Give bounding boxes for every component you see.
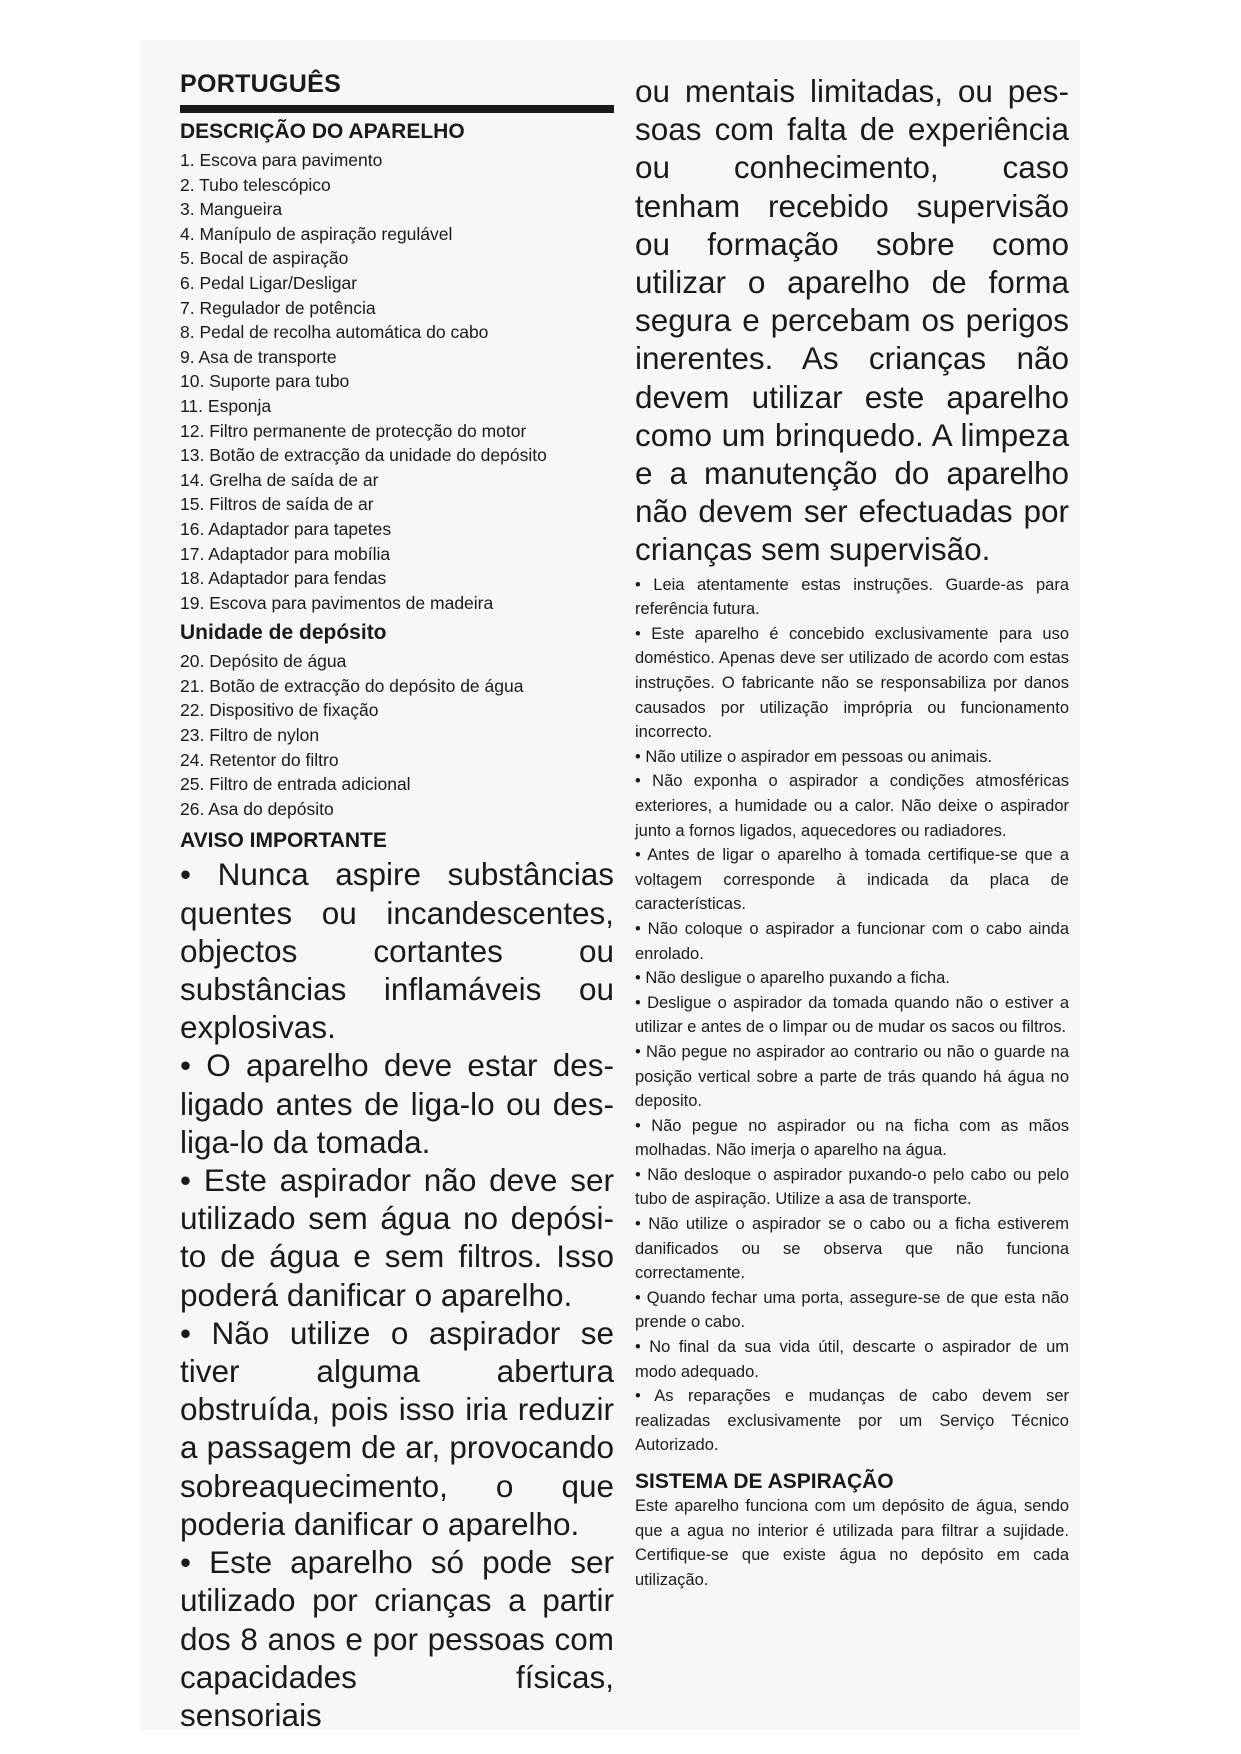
safety-paragraph: • Não pegue no aspirador ao contrario ou não o guarde na posição vertical sobre a parte de trás quando há água no deposito. xyxy=(635,1042,1069,1111)
safety-paragraph: • Não desligue o aparelho puxando a ficha. xyxy=(635,969,950,988)
warning-paragraph: • Nunca aspire substâncias quentes ou incandescentes, objectos cortantes ou substâncias inflamáveis ou explosivas. xyxy=(180,856,614,1046)
suction-system-heading: SISTEMA DE ASPIRAÇÃO xyxy=(635,1470,894,1494)
warning-paragraph: • O aparelho deve estar desligado antes de liga-lo ou desliga-lo da tomada. xyxy=(180,1047,614,1160)
list-item: 1. Escova para pavimento xyxy=(180,150,383,170)
safety-paragraph: • Não desloque o aspirador puxando-o pelo cabo ou pelo tubo de aspiração. Utilize a asa de transporte. xyxy=(635,1165,1069,1209)
list-item: 26. Asa do depósito xyxy=(180,798,334,819)
safety-paragraph: • Não coloque o aspirador a funcionar com o cabo ainda enrolado. xyxy=(635,919,1069,963)
list-item: 7. Regulador de potência xyxy=(180,297,376,318)
list-item: 5. Bocal de aspiração xyxy=(180,248,349,269)
list-item: 24. Retentor do filtro xyxy=(180,749,339,770)
list-item: 3. Mangueira xyxy=(180,199,283,220)
list-item: 8. Pedal de recolha automática do cabo xyxy=(180,322,489,343)
deposit-unit-heading: Unidade de depósito xyxy=(180,621,387,645)
list-item: 11. Esponja xyxy=(180,395,272,416)
list-item: 19. Escova para pavimentos de madeira xyxy=(180,592,494,613)
right-column xyxy=(635,72,1069,1592)
warning-paragraph: • Não utilize o aspirador se tiver alguma abertura obstruída, pois isso iria reduzir a passagem de ar, provocando sobreaquecimento, o que poderia danificar o aparelho. xyxy=(180,1314,614,1542)
list-item: 21. Botão de extracção do depósito de água xyxy=(180,675,524,696)
list-item: 14. Grelha de saída de ar xyxy=(180,469,379,490)
safety-paragraph: • Antes de ligar o aparelho à tomada certifique-se que a voltagem corresponde à indicada da placa de características. xyxy=(635,846,1069,914)
list-item: 17. Adaptador para mobília xyxy=(180,543,391,564)
list-item: 18. Adaptador para fendas xyxy=(180,568,387,589)
list-item: 10. Suporte para tubo xyxy=(180,371,350,392)
safety-paragraph: • No final da sua vida útil, descarte o aspirador de um modo adequado. xyxy=(635,1338,1069,1381)
deposit-parts-list xyxy=(180,649,614,821)
safety-paragraph: • Não utilize o aspirador se o cabo ou a ficha estiverem danificados ou se observa que não funciona correctamente. xyxy=(635,1215,1069,1283)
safety-paragraph: • Leia atentamente estas instruções. Guarde-as para referência futura. xyxy=(635,575,1069,619)
list-item: 23. Filtro de nylon xyxy=(180,725,320,746)
parts-list xyxy=(180,148,614,615)
safety-paragraph: • Desligue o aspirador da tomada quando não o estiver a utilizar e antes de o limpar ou de mudar os sacos ou filtros. xyxy=(635,993,1069,1037)
suction-system-text: Este aparelho funciona com um depósito de água, sendo que a agua no interior é utilizada para filtrar a sujidade. Certifique-se que existe água no depósito em cada utilização. xyxy=(635,1497,1069,1589)
description-heading: DESCRIÇÃO DO APARELHO xyxy=(180,120,465,143)
safety-paragraph: • Não utilize o aspirador em pessoas ou animais. xyxy=(635,747,993,766)
warning-continuation: ou mentais limitadas, ou pessoas com falta de experiência ou conhecimento, caso tenham recebido supervisão ou formação sobre como utilizar o aparelho de forma segura e percebam os perigos inerentes. As crianças não devem utilizar este aparelho como um brinquedo. A limpeza e a manutenção do aparelho não devem ser efectuadas por crianças sem supervisão. xyxy=(635,73,1069,568)
warning-heading: AVISO IMPORTANTE xyxy=(180,829,387,853)
list-item: 9. Asa de transporte xyxy=(180,346,337,367)
list-item: 20. Depósito de água xyxy=(180,651,347,672)
list-item: 15. Filtros de saída de ar xyxy=(180,494,374,515)
list-item: 25. Filtro de entrada adicional xyxy=(180,774,411,795)
list-item: 4. Manípulo de aspiração regulável xyxy=(180,223,453,244)
safety-paragraph: • Quando fechar uma porta, assegure-se de que esta não prende o cabo. xyxy=(635,1288,1069,1332)
safety-paragraph: • Este aparelho é concebido exclusivamente para uso doméstico. Apenas deve ser utilizado de acordo com estas instruções. O fabricante não se responsabiliza por danos causados por utilização imprópria ou funcionamento incorrecto. xyxy=(635,624,1069,742)
safety-paragraph: • As reparações e mudanças de cabo devem ser realizadas exclusivamente por um Serviço Técnico Autorizado. xyxy=(635,1387,1069,1455)
warning-paragraph: • Este aspirador não deve ser utilizado sem água no depósito de água e sem filtros. Isso poderá danificar o aparelho. xyxy=(180,1162,614,1313)
list-item: 6. Pedal Ligar/Desligar xyxy=(180,272,358,293)
list-item: 13. Botão de extracção da unidade do depósito xyxy=(180,445,547,466)
warning-paragraph: • Este aparelho só pode ser utilizado por crianças a partir dos 8 anos e por pessoas com capacidades físicas, sensoriais xyxy=(180,1544,614,1733)
list-item: 12. Filtro permanente de protecção do motor xyxy=(180,420,527,441)
list-item: 22. Dispositivo de fixação xyxy=(180,700,379,721)
list-item: 16. Adaptador para tapetes xyxy=(180,518,392,539)
safety-paragraph: • Não exponha o aspirador a condições atmosféricas exteriores, a humidade ou a calor. Não deixe o aspirador junto a fornos ligados, aquecedores ou radiadores. xyxy=(635,772,1069,840)
list-item: 2. Tubo telescópico xyxy=(180,174,331,195)
left-column xyxy=(180,70,614,1734)
safety-paragraph: • Não pegue no aspirador ou na ficha com as mãos molhadas. Não imerja o aparelho na água. xyxy=(635,1116,1069,1160)
language-title: PORTUGUÊS xyxy=(180,70,614,113)
